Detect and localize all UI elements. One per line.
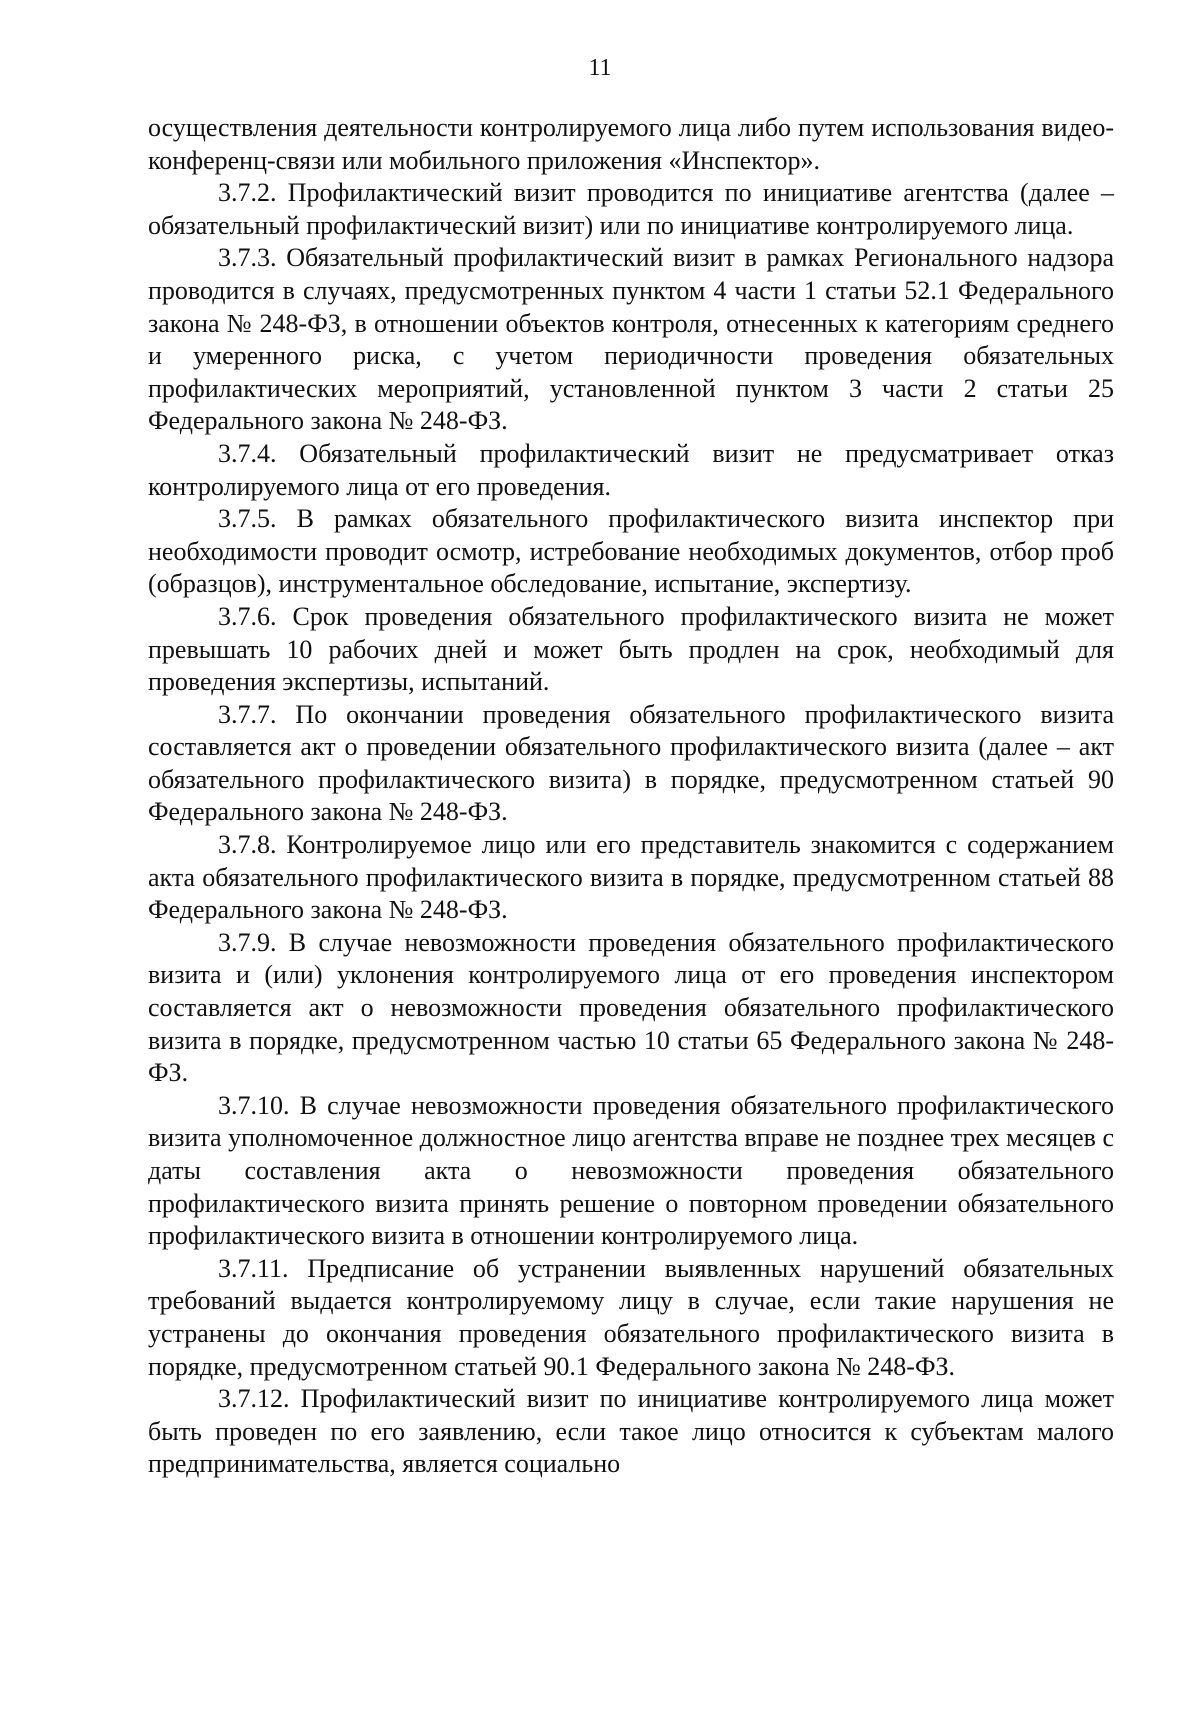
paragraph-3-7-8: 3.7.8. Контролируемое лицо или его представитель знакомится с содержанием акта обязательного профилактического визита в порядке, предусмотренном статьей 88 Федерального закона № 248-ФЗ. xyxy=(148,830,1114,925)
paragraph-3-7-12: 3.7.12. Профилактический визит по инициативе контролируемого лица может быть проведен по его заявлению, если такое лицо относится к субъектам малого предпринимательства, является социально xyxy=(148,1384,1114,1479)
paragraph-3-7-6: 3.7.6. Срок проведения обязательного профилактического визита не может превышать 10 рабочих дней и может быть продлен на срок, необходимый для проведения экспертизы, испытаний. xyxy=(148,601,1114,697)
paragraph-3-7-2: 3.7.2. Профилактический визит проводится по инициативе агентства (далее – обязательный профилактический визит) или по инициативе контролируемого лица. xyxy=(148,178,1114,240)
paragraph-3-7-4: 3.7.4. Обязательный профилактический визит не предусматривает отказ контролируемого лица от его проведения. xyxy=(148,438,1114,501)
paragraph-3-7-7: 3.7.7. По окончании проведения обязательного профилактического визита составляется акт о проведении обязательного профилактического визита (далее – акт обязательного профилактического визита) в порядке, предусмотренном статьей 90 Федерального закона № 248-ФЗ. xyxy=(148,699,1114,827)
page-number: 11 xyxy=(588,55,612,81)
paragraph-3-7-3: 3.7.3. Обязательный профилактический визит в рамках Регионального надзора проводится в случаях, предусмотренных пунктом 4 части 1 статьи 52.1 Федерального закона № 248-ФЗ, в отношении объектов контроля, отнесенных к категориям среднего и умеренного риска, с учетом периодичности проведения обязательных профилактических мероприятий, установленной пунктом 3 части 2 статьи 25 Федерального закона № 248-ФЗ. xyxy=(148,243,1114,436)
paragraph-3-7-10: 3.7.10. В случае невозможности проведения обязательного профилактического визита уполномоченное должностное лицо агентства вправе не позднее трех месяцев с даты составления акта о невозможности проведения обязательного профилактического визита принять решение о повторном проведении обязательного профилактического визита в отношении контролируемого лица. xyxy=(148,1090,1114,1251)
paragraph-continuation: осуществления деятельности контролируемого лица либо путем использования видео-конференц-связи или мобильного приложения «Инспектор». xyxy=(148,113,1114,175)
paragraph-3-7-9: 3.7.9. В случае невозможности проведения обязательного профилактического визита и (или) уклонения контролируемого лица от его проведения инспектором составляется акт о невозможности проведения обязательного профилактического визита в порядке, предусмотренном частью 10 статьи 65 Федерального закона № 248-ФЗ. xyxy=(148,927,1114,1088)
paragraph-3-7-11: 3.7.11. Предписание об устранении выявленных нарушений обязательных требований выдается контролируемому лицу в случае, если такие нарушения не устранены до окончания проведения обязательного профилактического визита в порядке, предусмотренном статьей 90.1 Федерального закона № 248-ФЗ. xyxy=(148,1253,1114,1381)
paragraph-3-7-5: 3.7.5. В рамках обязательного профилактического визита инспектор при необходимости проводит осмотр, истребование необходимых документов, отбор проб (образцов), инструментальное обследование, испытание, экспертизу. xyxy=(148,504,1114,599)
document-body xyxy=(148,112,1114,1481)
